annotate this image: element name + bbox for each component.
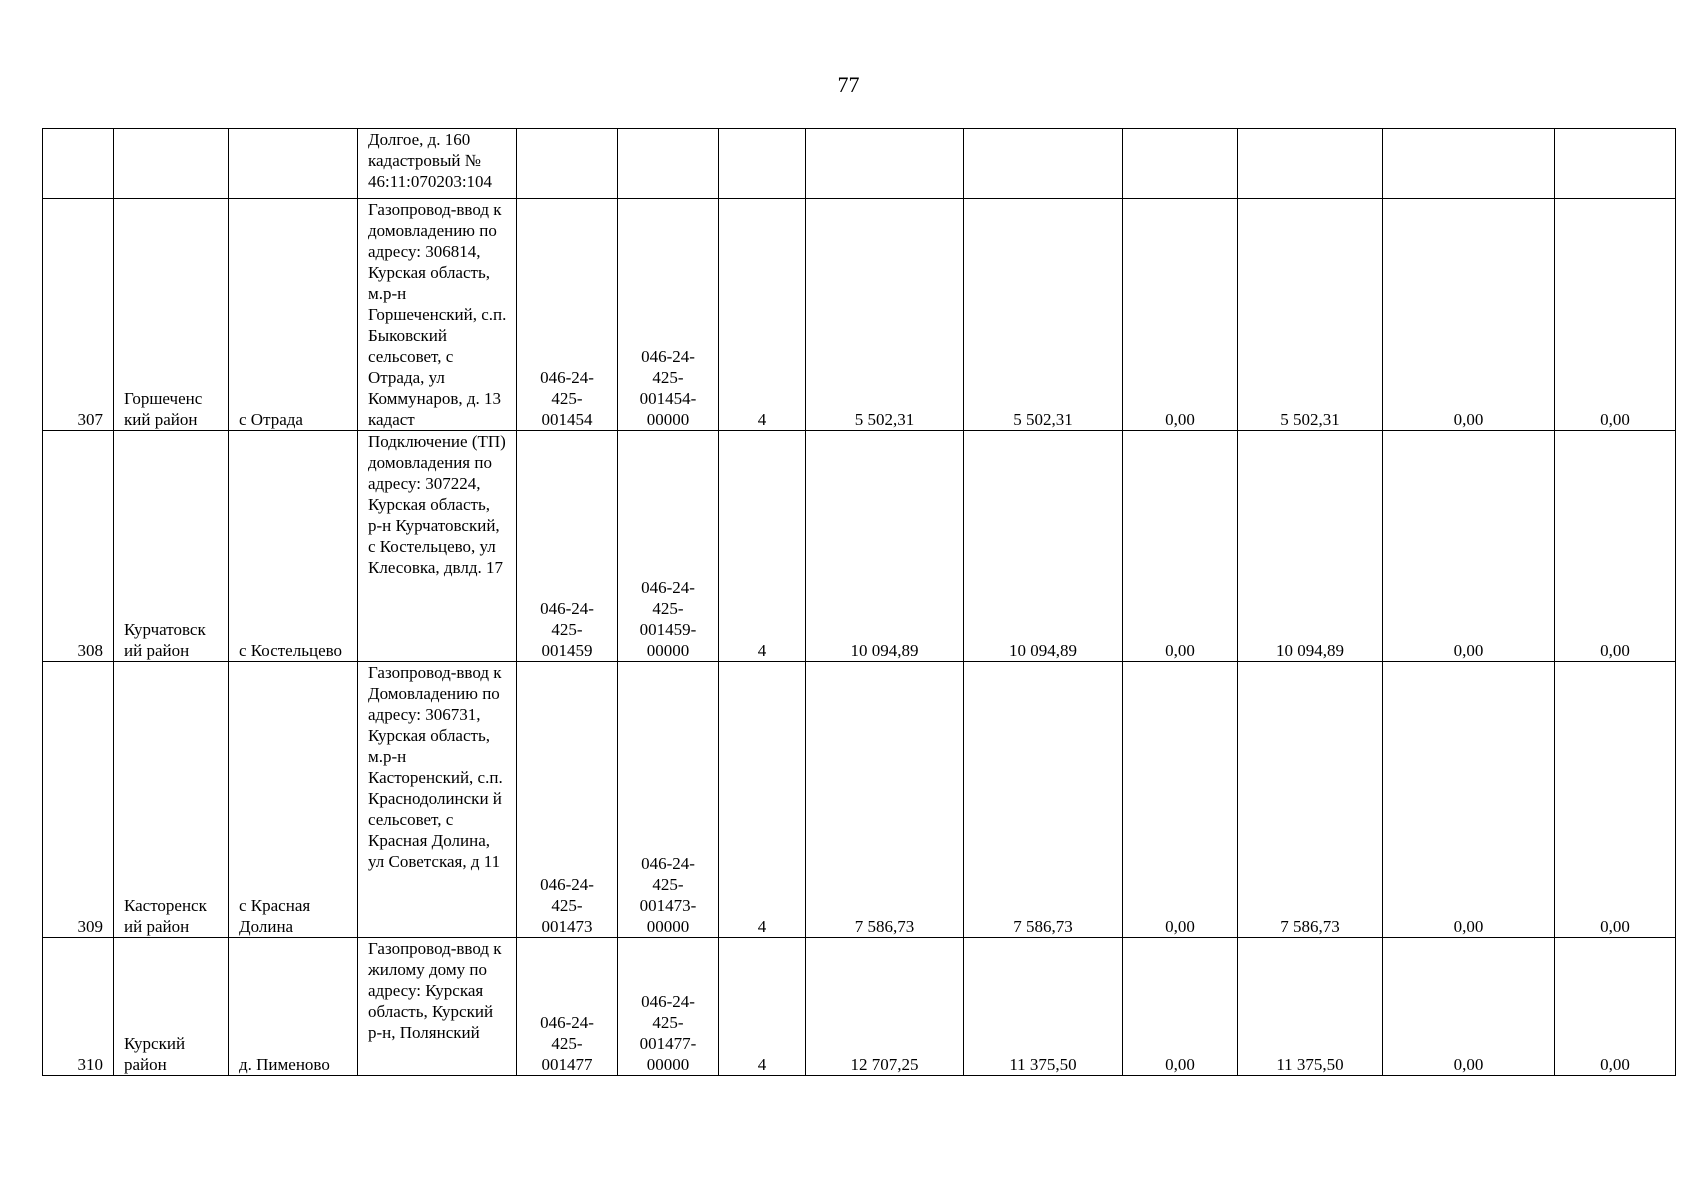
settlement-cell: с Костельцево [229,431,358,662]
table-row [43,938,1676,1076]
table-row [43,431,1676,662]
amount-cell-2: 11 375,50 [964,938,1123,1076]
district-cell: Курчатовск ий район [114,431,229,662]
settlement-cell: д. Пименово [229,938,358,1076]
full-code-cell: 046-24-425-001477-00000 [618,938,719,1076]
amount-cell-5 [1383,129,1555,199]
district-cell: Курский район [114,938,229,1076]
amount-cell-6 [1555,129,1676,199]
district-cell: Горшеченс кий район [114,199,229,431]
amount-cell-2: 10 094,89 [964,431,1123,662]
settlement-cell: с Красная Долина [229,662,358,938]
row-number-cell: 307 [43,199,114,431]
object-code-cell: 046-24-425-001459 [517,431,618,662]
amount-cell-6: 0,00 [1555,199,1676,431]
amount-cell-1: 10 094,89 [806,431,964,662]
amount-cell-1: 12 707,25 [806,938,964,1076]
object-code-cell: 046-24-425-001473 [517,662,618,938]
object-code-cell: 046-24-425-001477 [517,938,618,1076]
amount-cell-6: 0,00 [1555,938,1676,1076]
table-row [43,129,1676,199]
description-cell: Газопровод-ввод к домовладению по адресу: 306814, Курская область, м.р-н Горшеченский, с.п. Быковский сельсовет, с Отрада, ул Коммунаров, д. 13 кадаст [358,199,517,431]
full-code-cell: 046-24-425-001459-00000 [618,431,719,662]
description-cell: Газопровод-ввод к жилому дому по адресу: Курская область, Курский р-н, Полянский [358,938,517,1076]
amount-cell-1: 7 586,73 [806,662,964,938]
description-cell: Долгое, д. 160 кадастровый № 46:11:070203:104 [358,129,517,199]
amount-cell-4: 11 375,50 [1238,938,1383,1076]
amount-cell-5: 0,00 [1383,199,1555,431]
table-body [43,129,1676,1076]
amount-cell-4 [1238,129,1383,199]
quantity-cell: 4 [719,199,806,431]
row-number-cell: 308 [43,431,114,662]
amount-cell-3: 0,00 [1123,938,1238,1076]
table-row [43,662,1676,938]
amount-cell-3: 0,00 [1123,199,1238,431]
settlement-cell: с Отрада [229,199,358,431]
row-number-cell: 310 [43,938,114,1076]
quantity-cell: 4 [719,431,806,662]
quantity-cell: 4 [719,662,806,938]
description-cell: Подключение (ТП) домовладения по адресу: 307224, Курская область, р-н Курчатовский, с Костельцево, ул Клесовка, двлд. 17 [358,431,517,662]
full-code-cell: 046-24-425-001454-00000 [618,199,719,431]
district-cell [114,129,229,199]
settlement-cell [229,129,358,199]
quantity-cell [719,129,806,199]
amount-cell-6: 0,00 [1555,431,1676,662]
amount-cell-2: 5 502,31 [964,199,1123,431]
amount-cell-3 [1123,129,1238,199]
amount-cell-2 [964,129,1123,199]
page-number: 77 [837,72,860,97]
amount-cell-4: 10 094,89 [1238,431,1383,662]
row-number-cell: 309 [43,662,114,938]
amount-cell-4: 7 586,73 [1238,662,1383,938]
amount-cell-3: 0,00 [1123,662,1238,938]
district-cell: Касторенск ий район [114,662,229,938]
amount-cell-1: 5 502,31 [806,199,964,431]
amount-cell-1 [806,129,964,199]
full-code-cell [618,129,719,199]
amount-cell-6: 0,00 [1555,662,1676,938]
object-code-cell: 046-24-425-001454 [517,199,618,431]
amount-cell-3: 0,00 [1123,431,1238,662]
full-code-cell: 046-24-425-001473-00000 [618,662,719,938]
table-row [43,199,1676,431]
amount-cell-2: 7 586,73 [964,662,1123,938]
amount-cell-5: 0,00 [1383,662,1555,938]
quantity-cell: 4 [719,938,806,1076]
register-table [42,128,1676,1076]
description-cell: Газопровод-ввод к Домовладению по адресу: 306731, Курская область, м.р-н Касторенский, с.п. Краснодолински й сельсовет, с Красная Долина, ул Советская, д 11 [358,662,517,938]
amount-cell-5: 0,00 [1383,431,1555,662]
amount-cell-4: 5 502,31 [1238,199,1383,431]
object-code-cell [517,129,618,199]
amount-cell-5: 0,00 [1383,938,1555,1076]
row-number-cell [43,129,114,199]
